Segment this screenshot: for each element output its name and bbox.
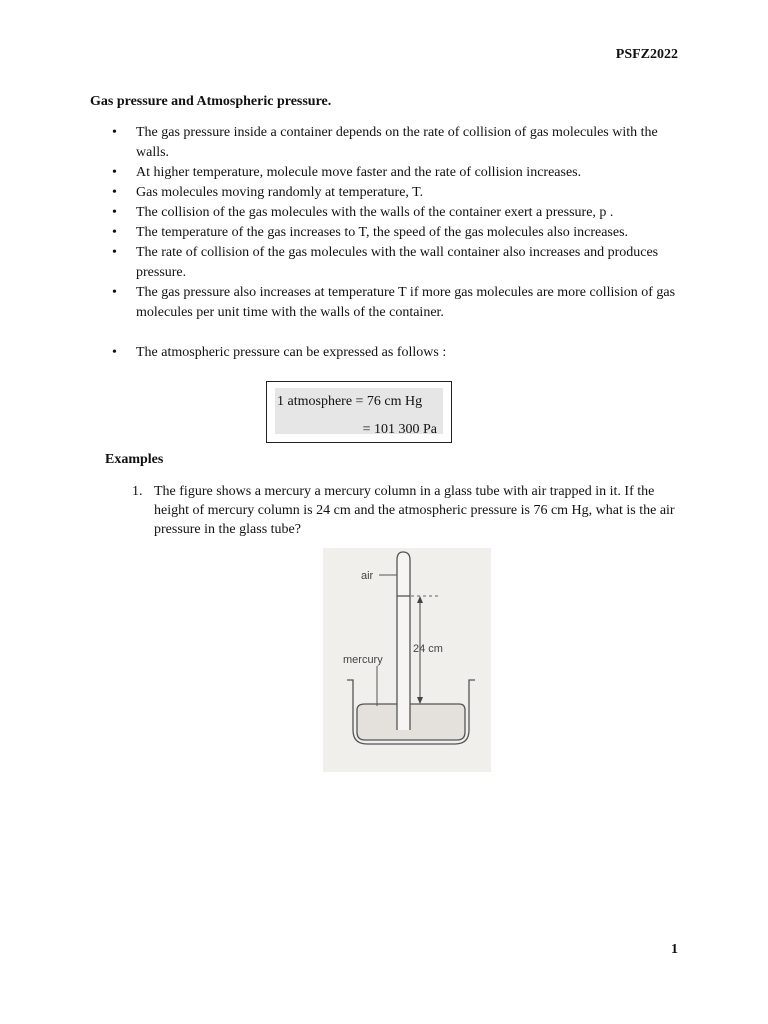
glass-tube [397, 552, 410, 730]
mercury-tube-figure [323, 548, 491, 772]
formula-shading [275, 388, 443, 437]
height-label: 24 cm [413, 643, 443, 655]
atmospheric-bullet-list [112, 343, 682, 363]
section-title: Gas pressure and Atmospheric pressure. [90, 94, 332, 109]
formula-line-2: = 101 300 Pa [362, 422, 437, 437]
formula-box [266, 381, 452, 443]
bullet-item-pressure [112, 203, 682, 223]
bullet-item: • The gas pressure inside a container depends on the rate of collision of gas molecules with the walls. [112, 123, 682, 163]
formula-line-1: 1 atmosphere = 76 cm Hg [277, 394, 423, 409]
bullet-item: • The gas pressure also increases at temperature T if more gas molecules are more collision of gas molecules per unit time with the walls of the container. [112, 283, 682, 323]
bullet-item: • The temperature of the gas increases to T, the speed of the gas molecules also increases. [112, 223, 682, 243]
air-label: air [361, 570, 374, 582]
bullet-item-pressure-text: The collision of the gas molecules with the walls of the container exert a pressure, p . [136, 205, 614, 220]
examples-list [132, 482, 680, 539]
page-number: 1 [671, 942, 678, 957]
example-item [132, 482, 680, 539]
bullet-item: • Gas molecules moving randomly at temperature, T. [112, 183, 682, 203]
figure-svg [323, 548, 491, 772]
examples-heading: Examples [105, 452, 164, 467]
example-text: The figure shows a mercury a mercury column in a glass tube with air trapped in it. If the height of mercury column is 24 cm and the atmospheric pressure is 76 cm Hg, what is the air pressure in the glass tube? [154, 484, 675, 537]
bullet-item: • The rate of collision of the gas molecules with the wall container also increases and produces pressure. [112, 243, 682, 283]
bullet-item: • At higher temperature, molecule move faster and the rate of collision increases. [112, 163, 682, 183]
mercury-label: mercury [343, 654, 383, 666]
bullet-list [112, 123, 682, 323]
mercury-trough [357, 704, 465, 740]
bullet-item-atmospheric: • The atmospheric pressure can be expressed as follows : [112, 343, 682, 363]
example-number: 1. [132, 484, 143, 499]
document-code: PSFZ2022 [615, 47, 678, 62]
